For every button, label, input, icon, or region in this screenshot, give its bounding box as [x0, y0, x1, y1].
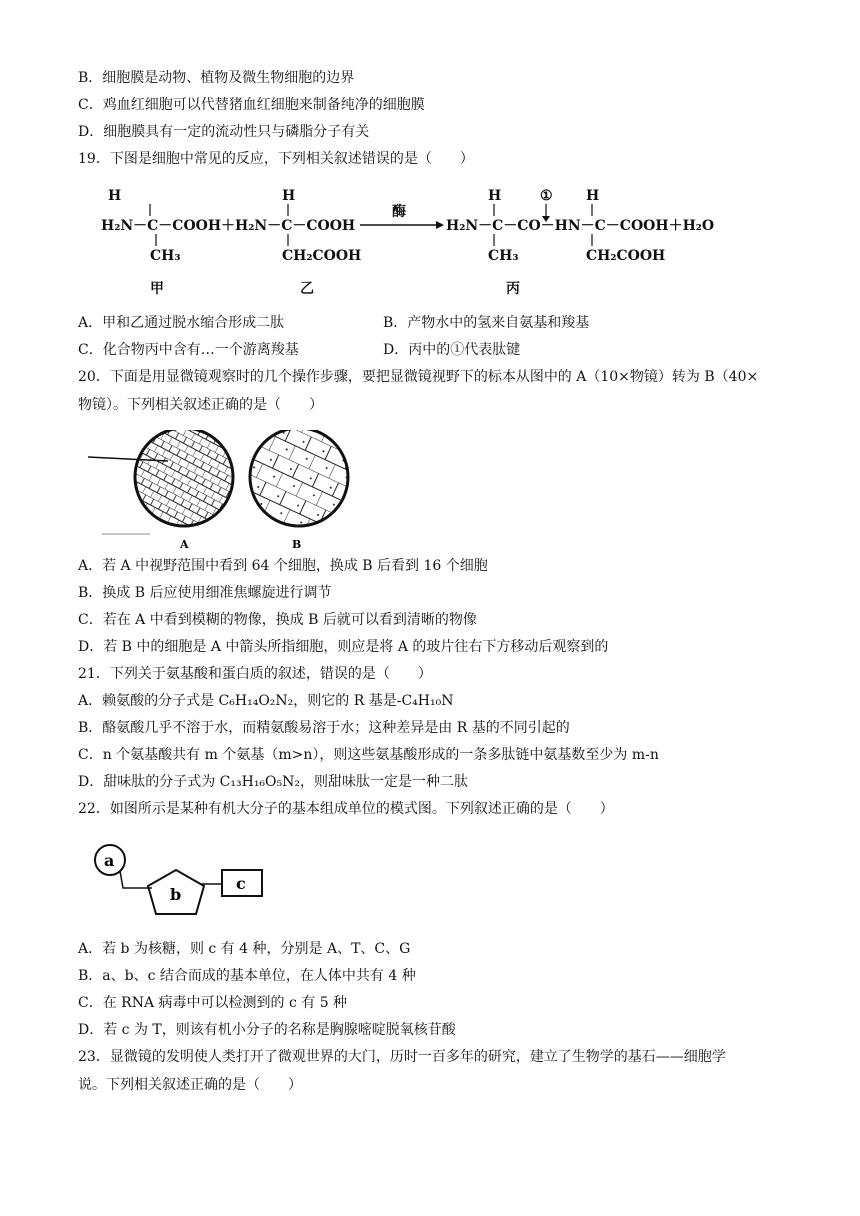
q20-option-b: B．换成 B 后应使用细准焦螺旋进行调节 — [78, 585, 332, 601]
q19-option-a: A．甲和乙通过脱水缩合形成二肽 — [78, 315, 285, 331]
enzyme-label: 酶 — [392, 204, 406, 220]
label-yi: 乙 — [300, 281, 314, 297]
label-c: c — [236, 874, 246, 893]
q22-option-d: D．若 c 为 T，则该有机小分子的名称是胸腺嘧啶脱氧核苷酸 — [78, 1022, 456, 1038]
label-a: a — [104, 851, 115, 870]
label-field-b: B — [292, 538, 302, 550]
jia-h: H — [108, 188, 122, 204]
yi-ch2cooh: CH₂COOH — [282, 248, 362, 264]
q19-option-d: D．丙中的①代表肽键 — [383, 342, 521, 358]
q19-stem: 19．下图是细胞中常见的反应，下列相关叙述错误的是（ ） — [78, 151, 474, 167]
jia-ch3: CH₃ — [150, 248, 181, 264]
q22-stem: 22．如图所示是某种有机大分子的基本组成单位的模式图。下列叙述正确的是（ ） — [78, 801, 614, 817]
bing-ch3: CH₃ — [488, 248, 519, 264]
q21-option-b: B．酪氨酸几乎不溶于水，而精氨酸易溶于水；这种差异是由 R 基的不同引起的 — [78, 720, 570, 736]
label-field-a: A — [180, 538, 189, 550]
q20-stem-line1: 20．下面是用显微镜观察时的几个操作步骤，要把显微镜视野下的标本从图中的 A（10×物镜）转为 B（40× — [78, 369, 759, 385]
label-bing: 丙 — [506, 281, 520, 297]
yi-h: H — [282, 188, 296, 204]
reactant-formula: H₂N－C－COOH＋H₂N－C－COOH — [101, 218, 356, 234]
q20-option-a: A．若 A 中视野范围中看到 64 个细胞，换成 B 后看到 16 个细胞 — [78, 558, 488, 574]
q23-stem-line1: 23．显微镜的发明使人类打开了微观世界的大门，历时一百多年的研究，建立了生物学的基石——细胞学 — [78, 1049, 726, 1065]
q21-option-a: A．赖氨酸的分子式是 C₆H₁₄O₂N₂，则它的 R 基是-C₄H₁₀N — [78, 693, 454, 709]
q23-stem-line2: 说。下列相关叙述正确的是（ ） — [78, 1077, 302, 1093]
q21-option-c: C．n 个氨基酸共有 m 个氨基（m>n），则这些氨基酸形成的一条多肽链中氨基数至少为 m-n — [78, 747, 659, 763]
label-jia: 甲 — [150, 281, 164, 297]
bing-h2: H — [586, 188, 600, 204]
q20-option-c: C．若在 A 中看到模糊的物像，换成 B 后就可以看到清晰的物像 — [78, 612, 477, 628]
q19-option-b: B．产物水中的氢来自氨基和羧基 — [383, 315, 590, 331]
q22-option-b: B．a、b、c 结合而成的基本单位，在人体中共有 4 种 — [78, 968, 416, 984]
label-b: b — [170, 885, 182, 904]
bing-h1: H — [488, 188, 502, 204]
q20-stem-line2: 物镜）。下列相关叙述正确的是（ ） — [78, 397, 323, 413]
q18-option-d: D．细胞膜具有一定的流动性只与磷脂分子有关 — [78, 124, 370, 140]
product-formula: H₂N－C－CO－HN－C－COOH＋H₂O — [446, 218, 715, 234]
q18-option-c: C．鸡血红细胞可以代替猪血红细胞来制备纯净的细胞膜 — [78, 97, 425, 113]
q22-option-c: C．在 RNA 病毒中可以检测到的 c 有 5 种 — [78, 995, 348, 1011]
q21-stem: 21．下列关于氨基酸和蛋白质的叙述，错误的是（ ） — [78, 666, 432, 682]
q21-option-d: D．甜味肽的分子式为 C₁₃H₁₆O₅N₂，则甜味肽一定是一种二肽 — [78, 774, 468, 790]
q20-option-d: D．若 B 中的细胞是 A 中箭头所指细胞，则应是将 A 的玻片往右下方移动后观察到的 — [78, 639, 609, 655]
nucleotide-diagram — [88, 840, 278, 920]
bing-ch2cooh: CH₂COOH — [586, 248, 666, 264]
q22-option-a: A．若 b 为核糖，则 c 有 4 种，分别是 A、T、C、G — [78, 941, 411, 957]
q18-option-b: B．细胞膜是动物、植物及微生物细胞的边界 — [78, 70, 355, 86]
microscope-fields-figure — [84, 430, 364, 550]
dipeptide-reaction-figure — [96, 180, 736, 310]
circle-one-mark: ① — [540, 188, 553, 204]
q19-option-c: C．化合物丙中含有…一个游离羧基 — [78, 342, 299, 358]
